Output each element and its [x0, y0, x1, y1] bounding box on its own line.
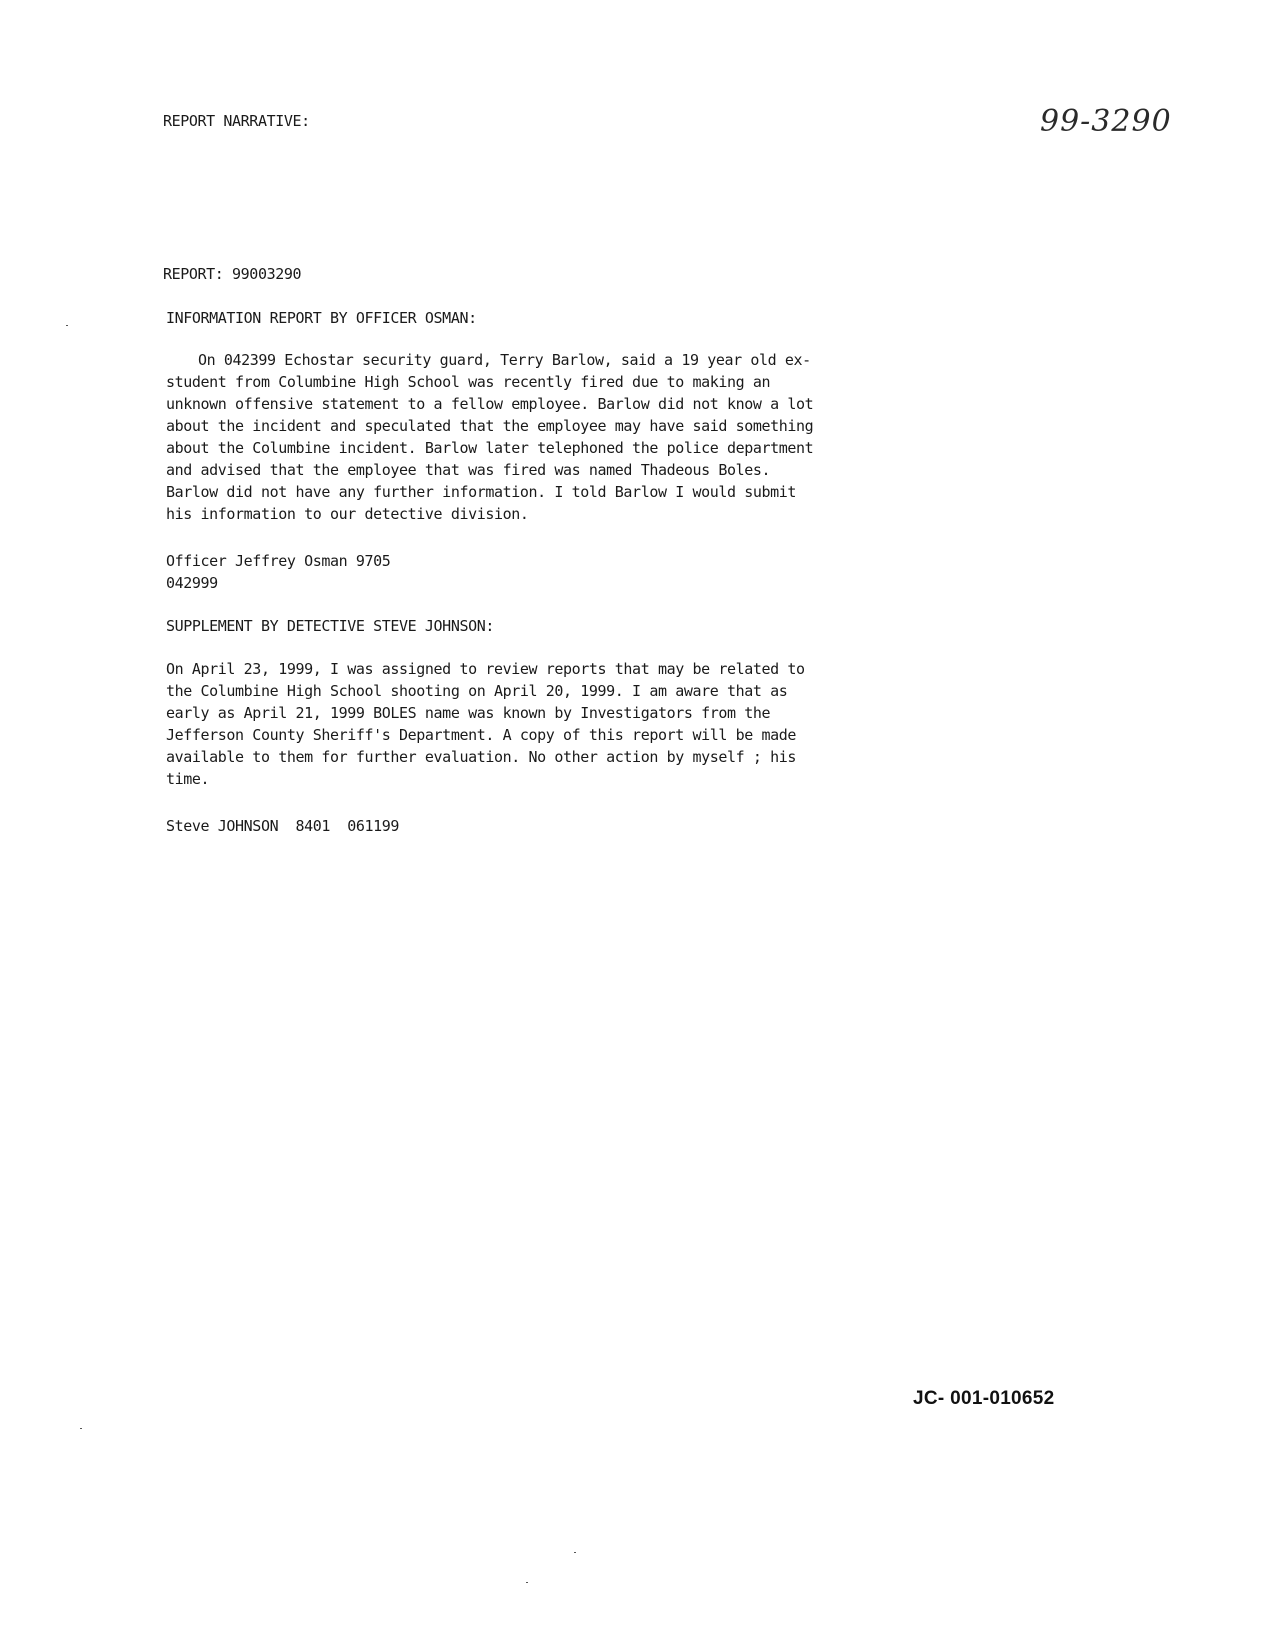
supplement-paragraph: On April 23, 1999, I was assigned to review reports that may be related to the Columbine High School shooting on April 20, 1999. I am aware that as early as April 21, 1999 BOLES name was known by Investigators from the Jefferson County Sheriff's Department. A copy of this report will be made available to them for further evaluation. No other action by myself ; his time.	[166, 660, 805, 788]
scan-speck	[66, 325, 68, 326]
information-report-heading: INFORMATION REPORT BY OFFICER OSMAN:	[166, 309, 477, 327]
scan-speck	[80, 1428, 82, 1429]
officer-signature-name: Officer Jeffrey Osman 9705	[166, 552, 391, 570]
detective-signature: Steve JOHNSON 8401 061199	[166, 817, 400, 835]
supplement-heading: SUPPLEMENT BY DETECTIVE STEVE JOHNSON:	[166, 617, 494, 635]
information-report-body	[166, 349, 826, 525]
officer-signature-date: 042999	[166, 574, 218, 592]
information-report-paragraph: On 042399 Echostar security guard, Terry Barlow, said a 19 year old ex-student from Columbine High School was recently fired due to making an unknown offensive statement to a fellow employee. Barlow did not know a lot about the incident and speculated that the employee may have said something about the Columbine incident. Barlow later telephoned the police department and advised that the employee that was fired was named Thadeous Boles. Barlow did not have any further information. I told Barlow I would submit his information to our detective division.	[166, 351, 814, 523]
report-narrative-title: REPORT NARRATIVE:	[163, 112, 310, 130]
supplement-body	[166, 658, 826, 790]
scan-speck	[526, 1582, 528, 1583]
scan-speck	[574, 1552, 576, 1553]
bates-number: JC- 001-010652	[913, 1388, 1055, 1409]
handwritten-case-number: 99-3290	[1040, 104, 1172, 139]
report-number-line: REPORT: 99003290	[163, 265, 302, 283]
